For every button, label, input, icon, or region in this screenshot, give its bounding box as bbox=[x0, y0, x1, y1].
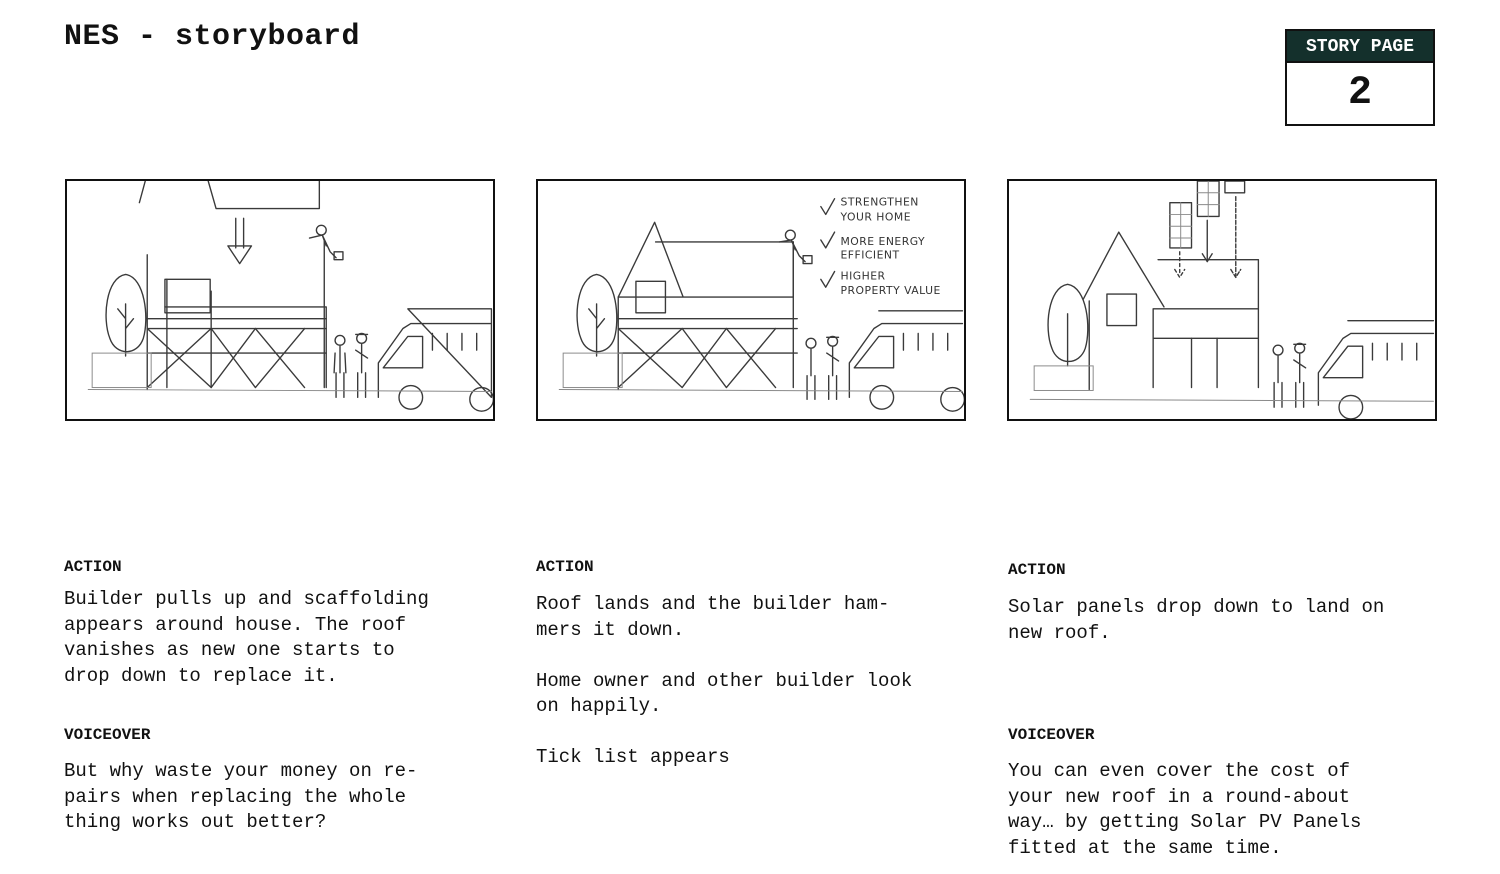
action-text-3: Solar panels drop down to land on new roof. bbox=[1008, 596, 1385, 644]
sketch-builder-scaffolding bbox=[67, 181, 493, 419]
voiceover-text-3: You can even cover the cost of your new roof in a round-about way… by getting Solar PV Panels fitted at the same time. bbox=[1008, 760, 1362, 859]
ticklist-line-3: MORE ENERGY bbox=[840, 234, 926, 248]
ticklist-line-2: YOUR HOME bbox=[840, 210, 912, 224]
ticklist-line-1: STRENGTHEN bbox=[840, 195, 919, 209]
action-heading-1: ACTION bbox=[64, 558, 122, 576]
storyboard-frame-3 bbox=[1007, 179, 1437, 421]
sketch-solar-panels bbox=[1009, 181, 1435, 419]
storyboard-frame-1 bbox=[65, 179, 495, 421]
voiceover-heading-3: VOICEOVER bbox=[1008, 726, 1095, 744]
ticklist-line-5: HIGHER bbox=[840, 269, 886, 283]
story-page-label: STORY PAGE bbox=[1287, 31, 1433, 63]
action-heading-3: ACTION bbox=[1008, 561, 1066, 579]
sketch-roof-and-ticklist bbox=[538, 181, 964, 419]
ticklist-line-4: EFFICIENT bbox=[840, 248, 900, 262]
story-page-number: 2 bbox=[1347, 71, 1372, 116]
ticklist-line-6: PROPERTY VALUE bbox=[840, 284, 941, 298]
action-text-2: Roof lands and the builder ham- mers it down. Home owner and other builder look on happily. Tick list appears bbox=[536, 593, 913, 768]
voiceover-text-1: But why waste your money on re- pairs when replacing the whole thing works out better? bbox=[64, 760, 418, 833]
voiceover-heading-1: VOICEOVER bbox=[64, 726, 151, 744]
story-page-box bbox=[1285, 29, 1435, 126]
storyboard-frame-2 bbox=[536, 179, 966, 421]
action-heading-2: ACTION bbox=[536, 558, 594, 576]
action-text-1: Builder pulls up and scaffolding appears around house. The roof vanishes as new one starts to drop down to replace it. bbox=[64, 588, 429, 687]
page-title: NES - storyboard bbox=[64, 20, 361, 54]
